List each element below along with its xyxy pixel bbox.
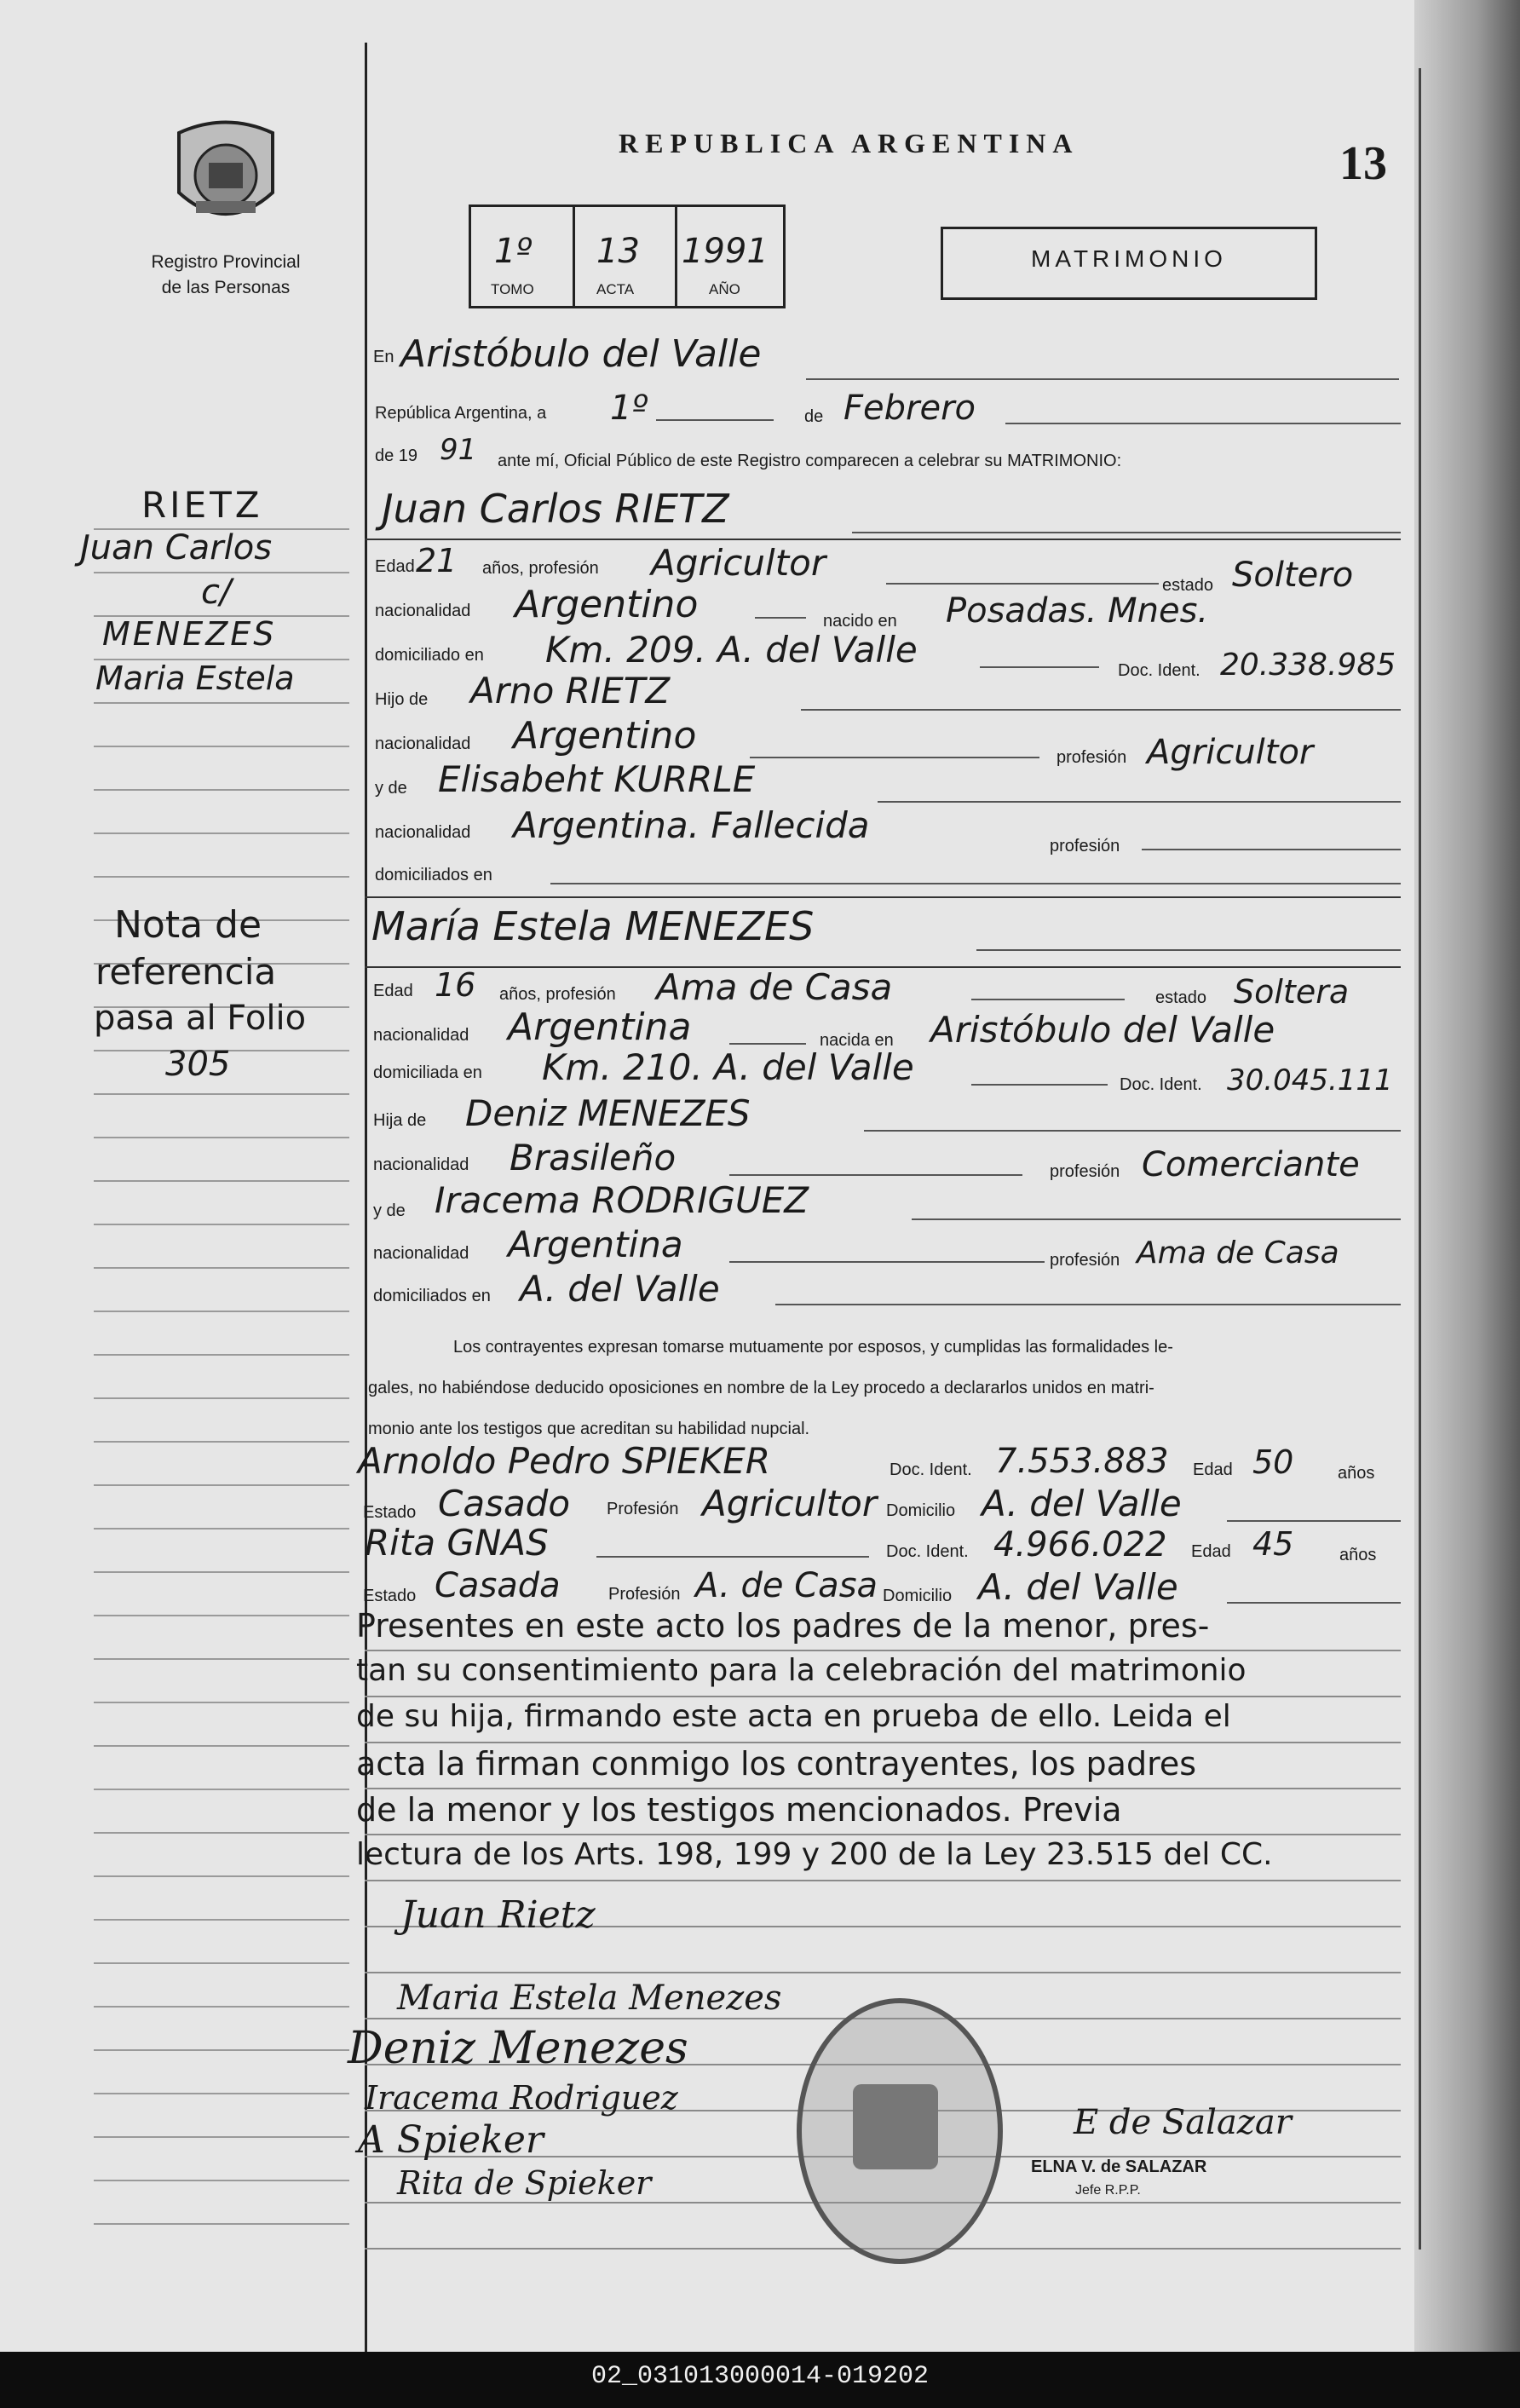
anios-profesion-label: años, profesión [482,559,599,578]
domiciliados-label: domiciliados en [375,866,492,884]
margin-rule [94,1267,349,1269]
margin-rule [94,1528,349,1529]
domiciliado-label: domiciliado en [375,646,484,665]
edad-label: Edad [1191,1542,1231,1561]
groom-age: 21 [416,542,458,579]
margin-rule [94,832,349,834]
nacionalidad-label: nacionalidad [375,602,471,620]
y-de-label: y de [373,1201,406,1220]
official-typed-name: ELNA V. de SALAZAR [1031,2157,1207,2176]
witness2-status: Casada [435,1566,561,1605]
bride-mother-nationality: Argentina [508,1224,683,1265]
profesion-label: profesión [1050,1162,1120,1181]
bride-address: Km. 210. A. del Valle [542,1046,914,1088]
margin-rule [94,1615,349,1616]
month: Febrero [843,389,976,428]
estado-label: Estado [363,1503,417,1522]
notes-rule [365,1972,1401,1973]
margin-rule [94,1702,349,1703]
signature-bride-father: Deniz Menezes [348,2023,688,2074]
provincial-seal-icon [170,116,281,235]
margin-rule [94,1137,349,1138]
tomo-value: 1º [494,232,533,271]
witness2-doc: 4.966.022 [993,1525,1167,1564]
witness1-profession: Agricultor [702,1483,878,1524]
bride-doc: 30.045.111 [1227,1063,1393,1097]
fill-line [729,1174,1022,1176]
hijo-de-label: Hijo de [375,690,429,709]
groom-doc: 20.338.985 [1220,648,1396,683]
groom-birthplace: Posadas. Mnes. [946,591,1209,631]
witness1-name: Arnoldo Pedro SPIEKER [358,1440,771,1482]
year-suffix: 91 [440,433,477,467]
book-spine [1414,0,1520,2352]
notes-rule [365,1788,1401,1789]
bride-age: 16 [435,966,476,1004]
margin-rule [94,2093,349,2094]
fill-line [976,949,1401,951]
registry-stamp-seal [797,1998,1003,2264]
acta-value: 13 [596,232,640,271]
declaration-line3: monio ante los testigos que acreditan su habilidad nupcial. [368,1420,810,1438]
margin-rule [94,1658,349,1660]
groom-father: Arno RIETZ [470,670,671,711]
margin-rule [94,1745,349,1747]
bride-mother-profession: Ama de Casa [1137,1236,1339,1270]
fill-line [801,709,1401,711]
edad-label: Edad [1193,1460,1233,1479]
fill-line [1005,423,1401,424]
doc-label: Doc. Ident. [886,1542,969,1561]
intro-text: ante mí, Oficial Público de este Registro comparecen a celebrar su MATRIMONIO: [498,452,1122,470]
profesion-label: Profesión [608,1585,681,1604]
fill-line [755,617,806,619]
witness1-age: 50 [1252,1443,1294,1481]
fill-line [878,801,1401,803]
nacionalidad-label: nacionalidad [373,1155,469,1174]
notes-rule [365,1650,1401,1651]
nacionalidad-label: nacionalidad [373,1244,469,1263]
fill-line [775,1304,1401,1305]
nacido-en-label: nacido en [823,612,897,631]
fill-line [886,583,1159,585]
fill-line [971,999,1125,1000]
witness1-address: A. del Valle [982,1483,1182,1524]
margin-rule [94,1180,349,1182]
doc-label: Doc. Ident. [1118,661,1200,680]
witness2-address: A. del Valle [978,1566,1178,1608]
notes-rule [365,1696,1401,1697]
margin-surname1: RIETZ [141,484,263,526]
margin-conj: c/ [201,573,232,612]
groom-nationality: Argentino [515,583,699,626]
groom-mother-nationality: Argentina. Fallecida [513,804,870,846]
profesion-label: profesión [1050,837,1120,855]
margin-rule [94,876,349,878]
en-label: En [373,348,394,366]
groom-civil-status: Soltero [1232,556,1354,595]
fill-line [1142,849,1401,850]
signature-witness2: Rita de Spieker [397,2164,652,2202]
hija-de-label: Hija de [373,1111,427,1130]
profesion-label: profesión [1050,1251,1120,1270]
bride-nationality: Argentina [508,1005,692,1049]
notes-line3: de su hija, firmando este acta en prueba de ello. Leida el [356,1699,1231,1734]
margin-rule [94,1571,349,1573]
margin-rule [94,1875,349,1877]
estado-label: Estado [363,1587,417,1605]
fill-line [806,378,1399,380]
bride-profession: Ama de Casa [656,966,893,1008]
witness1-status: Casado [438,1483,571,1524]
registry-line1: Registro Provincial [151,252,301,272]
margin-rule [94,789,349,791]
nacida-en-label: nacida en [820,1031,894,1050]
witness2-age: 45 [1252,1525,1294,1563]
groom-father-profession: Agricultor [1147,733,1314,772]
margin-rule [94,1093,349,1095]
official-title: Jefe R.P.P. [1075,2183,1141,2198]
place: Aristóbulo del Valle [400,332,762,376]
bride-name: María Estela MENEZES [371,903,815,949]
notes-rule [365,1742,1401,1743]
margin-rule [94,1441,349,1443]
section-rule [365,896,1401,898]
notes-rule [365,1880,1401,1881]
margin-rule [94,1484,349,1486]
box-divider [675,205,677,306]
declaration-line2: gales, no habiéndose deducido oposiciones en nombre de la Ley procedo a declararlos unidos en matri- [368,1379,1154,1397]
fill-line [912,1218,1401,1220]
anio-label: AÑO [709,281,740,297]
fill-line [596,1556,869,1558]
margin-rule [94,1919,349,1921]
fill-line [729,1043,806,1045]
bride-parents-address: A. del Valle [520,1268,720,1310]
signature-witness1: A Spieker [358,2118,544,2162]
domiciliados-label: domiciliados en [373,1287,491,1305]
domicilio-label: Domicilio [886,1501,956,1520]
signature-bride: Maria Estela Menezes [397,1979,782,2018]
margin-rule [94,2136,349,2138]
profesion-label: profesión [1057,748,1127,767]
margin-note1: Nota de [114,903,262,947]
bride-mother: Iracema RODRIGUEZ [435,1179,809,1221]
witness1-doc: 7.553.883 [995,1442,1169,1481]
doc-label: Doc. Ident. [890,1460,972,1479]
estado-label: estado [1155,988,1207,1007]
anio-value: 1991 [682,232,769,271]
fill-line [550,883,1401,884]
fill-line [729,1261,1045,1263]
margin-surname2: MENEZES [102,615,277,653]
groom-address: Km. 209. A. del Valle [545,629,918,671]
fill-line [750,757,1039,758]
anios-label: años [1339,1546,1377,1564]
margin-note4: 305 [165,1045,231,1084]
margin-rule [94,2006,349,2008]
y-de-label: y de [375,779,407,798]
groom-name: Juan Carlos RIETZ [382,486,729,532]
bride-father-profession: Comerciante [1142,1145,1360,1184]
nacionalidad-label: nacionalidad [375,734,471,753]
official-signature: E de Salazar [1074,2103,1292,2142]
bride-father-nationality: Brasileño [510,1137,677,1178]
anios-profesion-label: años, profesión [499,985,616,1004]
domicilio-label: Domicilio [883,1587,953,1605]
bride-birthplace: Aristóbulo del Valle [930,1009,1275,1051]
margin-rule [94,2049,349,2051]
year-prefix: de 19 [375,446,418,465]
notes-line2: tan su consentimiento para la celebración del matrimonio [356,1653,1247,1688]
tomo-label: TOMO [491,281,534,297]
groom-mother: Elisabeht KURRLE [438,758,756,800]
notes-line6: lectura de los Arts. 198, 199 y 200 de la Ley 23.515 del CC. [356,1837,1273,1872]
footer-bar [0,2352,1520,2408]
estado-label: estado [1162,576,1214,595]
fill-line [980,666,1099,668]
margin-note3: pasa al Folio [94,999,307,1038]
witness2-profession: A. de Casa [695,1566,878,1605]
nacionalidad-label: nacionalidad [373,1026,469,1045]
margin-rule [94,1789,349,1790]
margin-rule [94,2180,349,2181]
notes-line5: de la menor y los testigos mencionados. Previa [356,1791,1122,1829]
day: 1º [610,389,648,428]
signature-groom: Juan Rietz [400,1893,596,1937]
fill-line [1227,1602,1401,1604]
acta-label: ACTA [596,281,635,297]
section-rule [365,539,1401,540]
bride-father: Deniz MENEZES [465,1092,751,1134]
fill-line [656,419,774,421]
fill-line [852,532,1401,533]
doc-type: MATRIMONIO [1031,245,1227,272]
groom-father-nationality: Argentino [513,714,697,758]
de-label: de [804,407,824,426]
notes-rule [365,1834,1401,1835]
fill-line [971,1084,1108,1086]
groom-profession: Agricultor [651,542,826,584]
bride-civil-status: Soltera [1234,973,1350,1011]
republica-label: República Argentina, a [375,404,547,423]
margin-rule [94,702,349,704]
domiciliada-label: domiciliada en [373,1063,482,1082]
fill-line [1227,1520,1401,1522]
archive-code: 02_031013000014-019202 [590,2362,930,2391]
margin-rule [94,2223,349,2225]
doc-label: Doc. Ident. [1120,1075,1202,1094]
margin-note2: referencia [95,951,277,993]
nacionalidad-label: nacionalidad [375,823,471,842]
edad-label: Edad [375,557,415,576]
fill-line [864,1130,1401,1132]
box-divider [573,205,575,306]
notes-line4: acta la firman conmigo los contrayentes, los padres [356,1745,1197,1783]
margin-rule [94,1832,349,1834]
margin-rule [94,1397,349,1399]
notes-line1: Presentes en este acto los padres de la menor, pres- [356,1607,1210,1645]
margin-rule [94,1311,349,1312]
witness2-name: Rita GNAS [365,1522,549,1564]
margin-rule [94,1962,349,1964]
margin-name2: Maria Estela [95,660,295,697]
margin-rule [94,1224,349,1225]
anios-label: años [1338,1464,1375,1483]
page-number: 13 [1339,137,1387,190]
declaration-line1: Los contrayentes expresan tomarse mutuamente por esposos, y cumplidas las formalidades le- [453,1338,1173,1357]
margin-rule [94,746,349,747]
right-border [1419,68,1421,2250]
signature-bride-mother: Iracema Rodriguez [365,2079,678,2117]
profesion-label: Profesión [607,1500,679,1518]
registry-line2: de las Personas [161,278,291,297]
margin-name1: Juan Carlos [80,528,273,567]
country-title: REPUBLICA ARGENTINA [619,128,1080,158]
edad-label: Edad [373,982,413,1000]
margin-rule [94,1354,349,1356]
